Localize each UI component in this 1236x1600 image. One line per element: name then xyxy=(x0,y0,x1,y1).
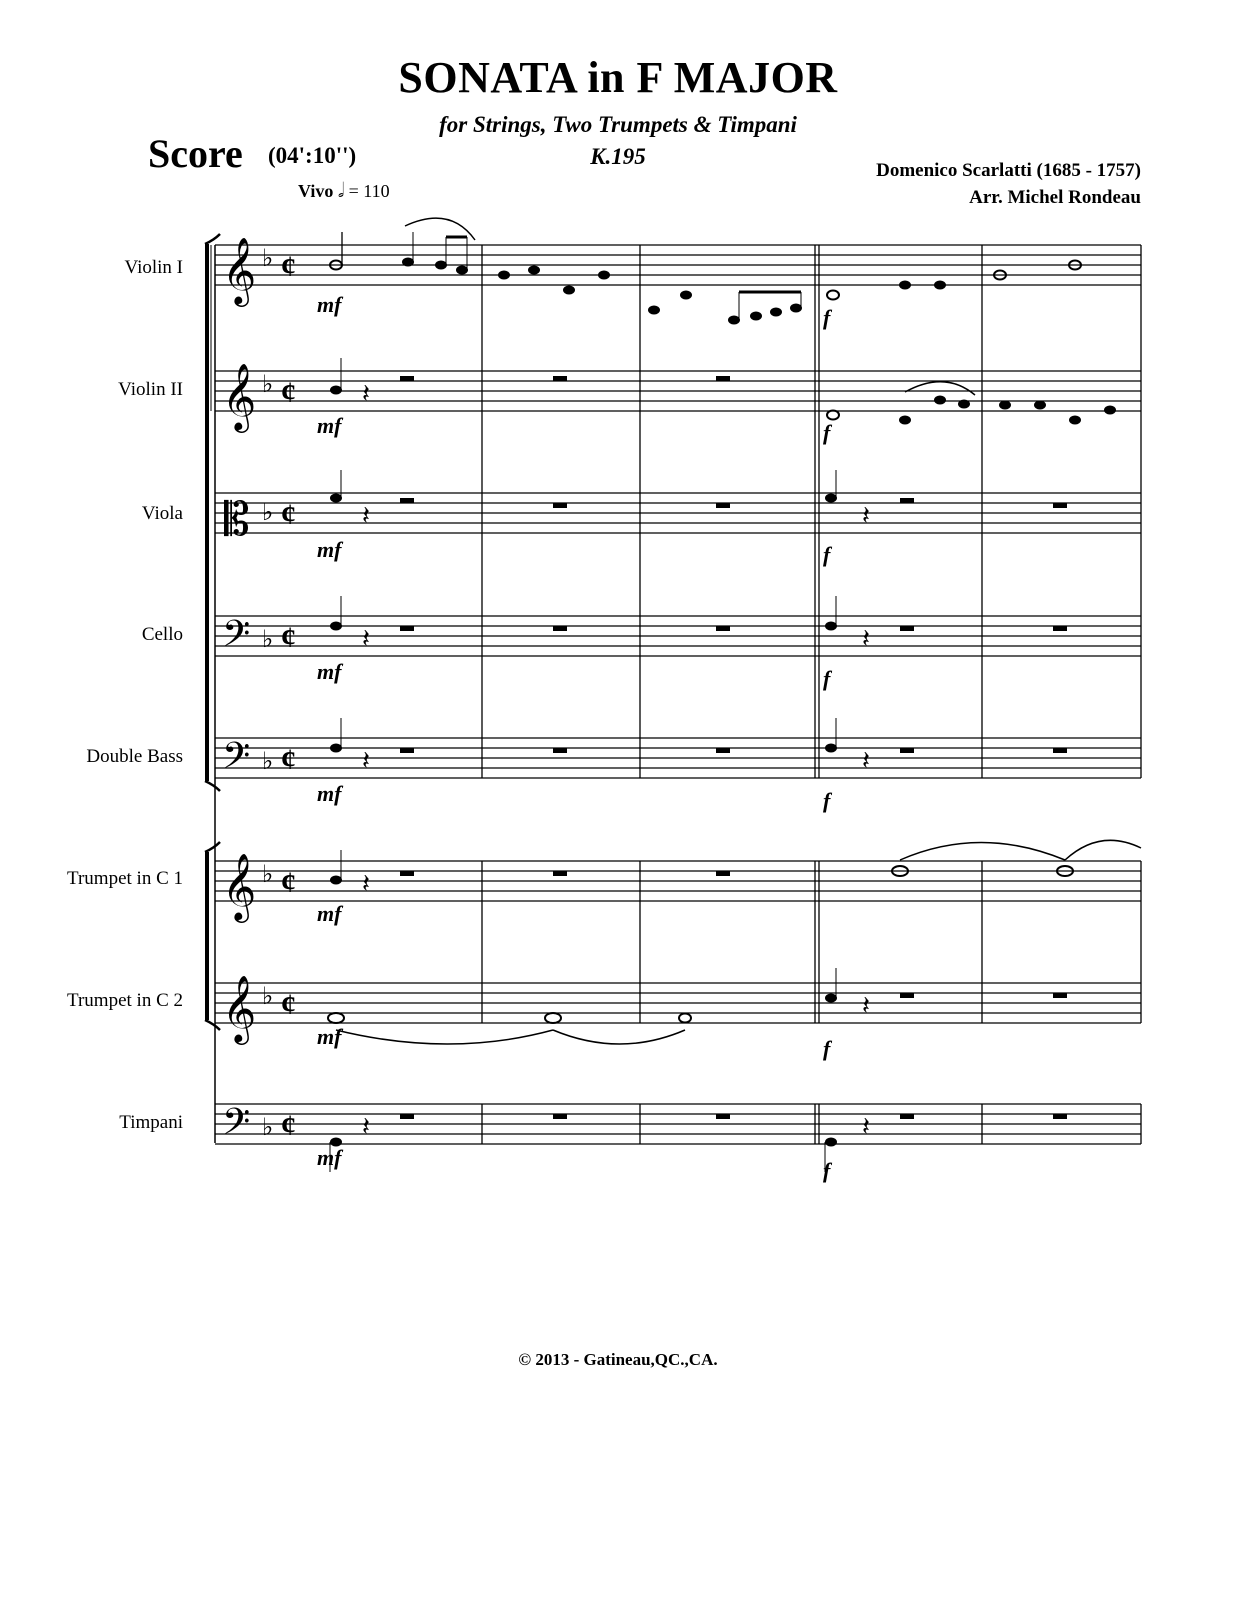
staff-cello xyxy=(215,616,1141,656)
instrument-label-trumpet-2: Trumpet in C 2 xyxy=(67,990,183,1011)
svg-text:𝄽: 𝄽 xyxy=(862,746,870,775)
svg-text:𝄽: 𝄽 xyxy=(362,624,370,653)
dynamic-mf: mf xyxy=(317,901,342,926)
svg-text:♭: ♭ xyxy=(262,862,274,888)
trumpets-bracket xyxy=(205,842,220,1030)
dynamic-mf: mf xyxy=(317,1024,342,1049)
dynamic-mf: mf xyxy=(317,292,342,317)
score-label: Score xyxy=(148,131,243,176)
half-note-icon: 𝅗𝅥 xyxy=(337,180,345,202)
svg-text:¢: ¢ xyxy=(281,376,296,409)
instrument-label-violin-1: Violin I xyxy=(124,257,183,278)
svg-text:♭: ♭ xyxy=(262,246,274,272)
flat-icon xyxy=(262,246,273,1141)
svg-text:♭: ♭ xyxy=(262,372,274,398)
dynamic-mf: mf xyxy=(317,537,342,562)
tempo-text: Vivo xyxy=(298,181,334,201)
tempo-value: = 110 xyxy=(348,181,390,201)
treble-clef-icon: 𝄞 xyxy=(222,854,257,919)
staff-viola xyxy=(215,493,1141,533)
instrument-label-violin-2: Violin II xyxy=(118,379,183,400)
alto-clef-icon: 𝄡 xyxy=(224,494,250,545)
dynamic-f: f xyxy=(823,1158,831,1183)
svg-text:𝄽: 𝄽 xyxy=(862,501,870,530)
bass-clef-icon: 𝄢 xyxy=(222,1102,251,1151)
instrument-label-trumpet-1: Trumpet in C 1 xyxy=(67,868,183,889)
staff-trumpet-1 xyxy=(215,861,1141,901)
dynamic-mf: mf xyxy=(317,659,342,684)
violin-2-notes xyxy=(827,396,1116,424)
dynamic-f: f xyxy=(823,542,831,567)
staff-double-bass xyxy=(215,738,1141,778)
svg-text:𝄽: 𝄽 xyxy=(362,1112,370,1141)
instrument-label-cello: Cello xyxy=(141,624,183,645)
copyright: © 2013 - Gatineau,QC.,CA. xyxy=(518,1350,718,1369)
treble-clef-icon: 𝄞 xyxy=(222,976,257,1041)
treble-clef-icon: 𝄞 xyxy=(222,238,257,303)
svg-text:𝄽: 𝄽 xyxy=(862,991,870,1020)
dynamic-f: f xyxy=(823,1036,831,1061)
svg-text:¢: ¢ xyxy=(281,498,296,531)
staff-timpani xyxy=(215,1104,1141,1144)
svg-text:¢: ¢ xyxy=(281,866,296,899)
dynamic-mf: mf xyxy=(317,781,342,806)
svg-text:¢: ¢ xyxy=(281,1109,296,1142)
arranger: Arr. Michel Rondeau xyxy=(969,187,1141,208)
svg-text:♭: ♭ xyxy=(262,627,274,653)
svg-text:♭: ♭ xyxy=(262,1115,274,1141)
svg-text:𝄽: 𝄽 xyxy=(362,501,370,530)
barlines xyxy=(482,245,1141,1144)
violin-1-notes xyxy=(330,232,1081,324)
svg-text:¢: ¢ xyxy=(281,743,296,776)
svg-text:¢: ¢ xyxy=(281,988,296,1021)
dynamic-mf: mf xyxy=(317,413,342,438)
svg-text:♭: ♭ xyxy=(262,749,274,775)
subtitle: for Strings, Two Trumpets & Timpani xyxy=(439,112,797,137)
svg-text:¢: ¢ xyxy=(281,250,296,283)
staff-trumpet-2 xyxy=(215,983,1141,1023)
svg-text:♭: ♭ xyxy=(262,984,274,1010)
bass-clef-icon: 𝄢 xyxy=(222,614,251,663)
svg-text:𝄽: 𝄽 xyxy=(862,1112,870,1141)
catalog-number: K.195 xyxy=(590,144,646,169)
composer: Domenico Scarlatti (1685 - 1757) xyxy=(876,160,1141,181)
treble-clef-icon: 𝄞 xyxy=(222,364,257,429)
dynamic-f: f xyxy=(823,666,831,691)
svg-text:𝄽: 𝄽 xyxy=(362,869,370,898)
dynamic-f: f xyxy=(823,420,831,445)
page-title: SONATA in F MAJOR xyxy=(398,53,838,102)
duration: (04':10'') xyxy=(268,143,357,168)
svg-text:♭: ♭ xyxy=(262,500,274,526)
dynamic-mf: mf xyxy=(317,1145,342,1170)
cut-time-icon xyxy=(281,250,296,1142)
quarter-notes xyxy=(330,358,837,1172)
instrument-label-double-bass: Double Bass xyxy=(86,746,183,767)
dynamic-f: f xyxy=(823,788,831,813)
dynamic-f: f xyxy=(823,305,831,330)
instrument-label-viola: Viola xyxy=(141,503,183,524)
instrument-label-timpani: Timpani xyxy=(119,1112,183,1133)
svg-text:𝄽: 𝄽 xyxy=(362,379,370,408)
svg-text:𝄽: 𝄽 xyxy=(862,624,870,653)
svg-text:𝄽: 𝄽 xyxy=(362,746,370,775)
svg-text:¢: ¢ xyxy=(281,621,296,654)
bass-clef-icon: 𝄢 xyxy=(222,736,251,785)
